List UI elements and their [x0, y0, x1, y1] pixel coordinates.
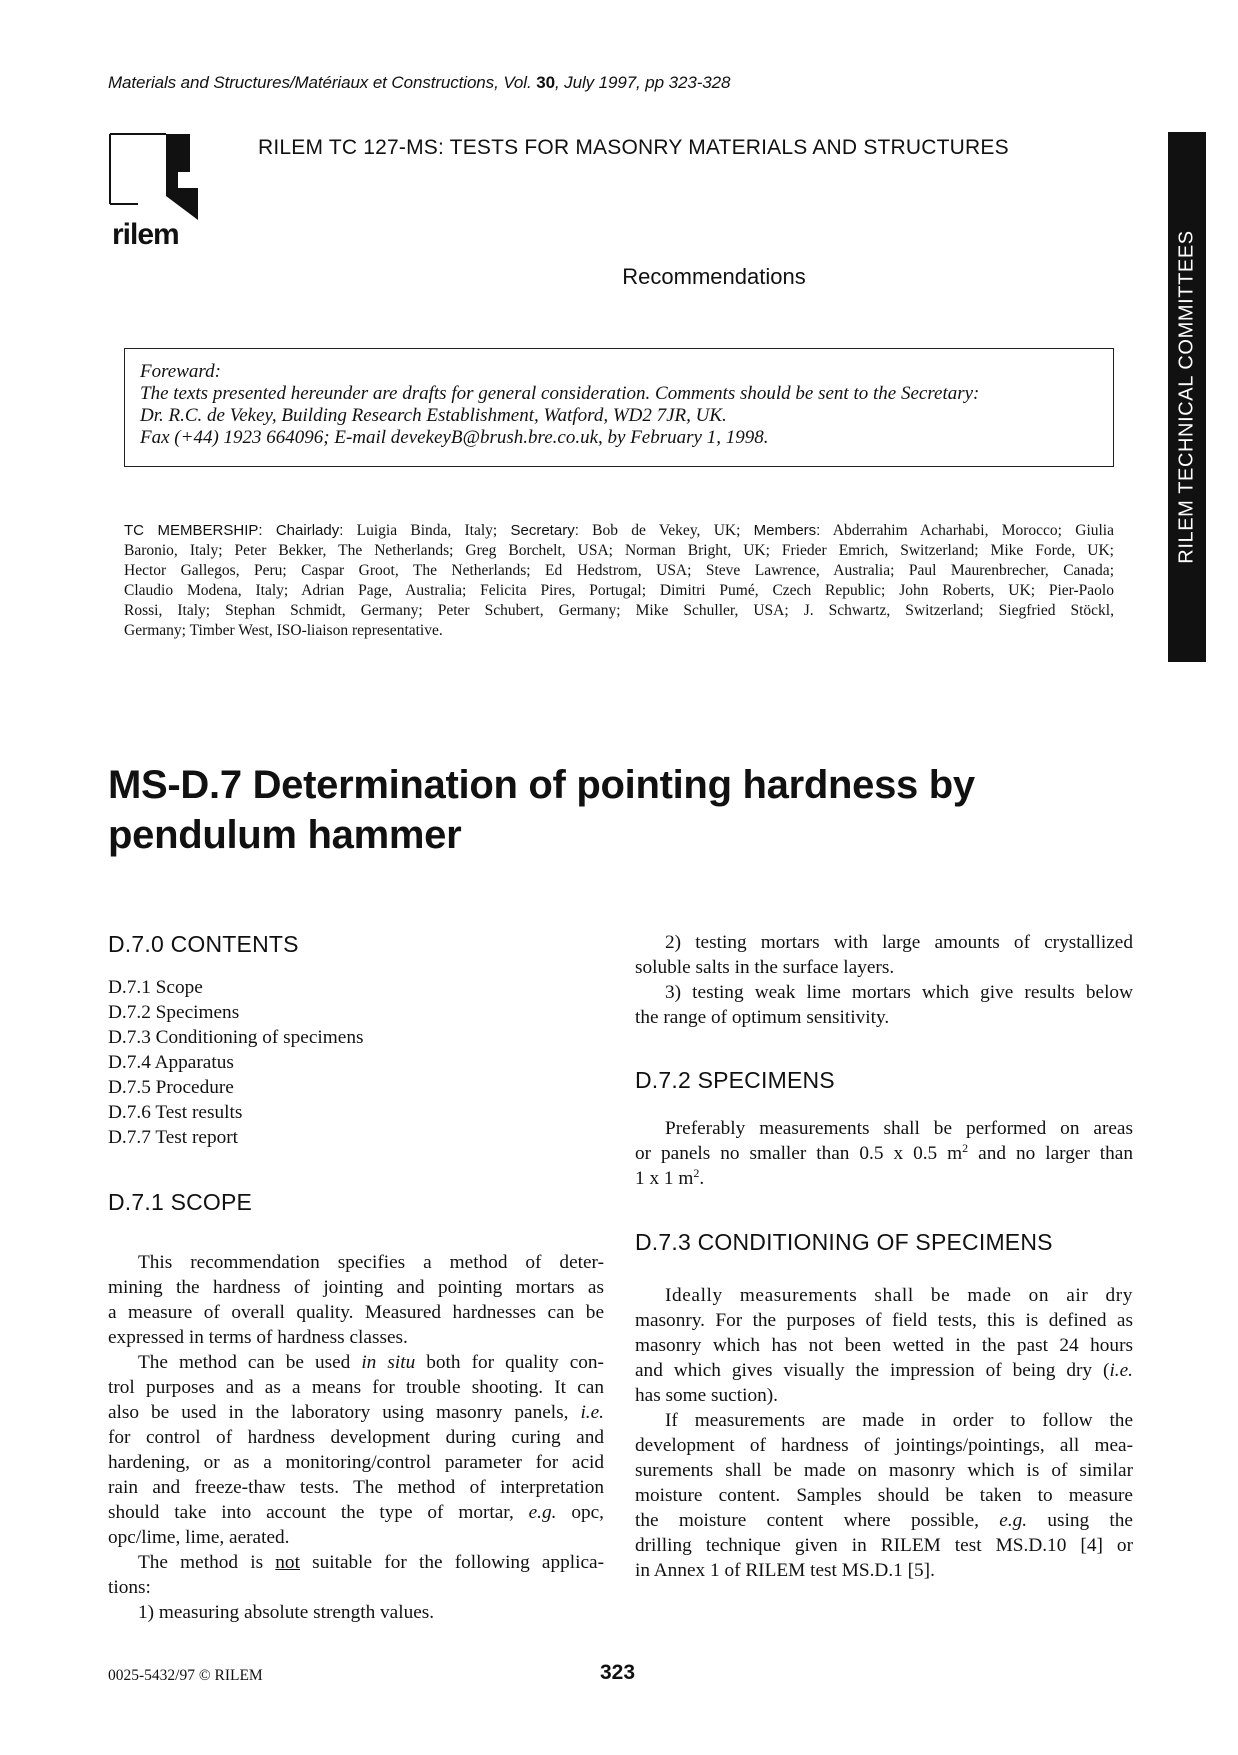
text-line: [635, 1166, 1133, 1191]
superscript: 2: [693, 1166, 700, 1180]
text-line: [635, 1141, 1133, 1166]
list-item: 3) testing weak lime mortars which give results below: [665, 982, 1133, 1003]
text-line: development of hardness of jointings/pointings, all mea-: [635, 1435, 1133, 1456]
text-italic: e.g.: [528, 1502, 557, 1523]
text-run: using the: [1027, 1510, 1133, 1531]
text-run: and which gives visually the impression of being dry (: [635, 1360, 1110, 1381]
volume-number: 30: [536, 73, 555, 92]
text-run: opc,: [556, 1502, 604, 1523]
logo-text: rilem: [112, 218, 179, 251]
foreword-box: [124, 348, 1114, 467]
specimens-heading: D.7.2 SPECIMENS: [635, 1067, 835, 1093]
text-run: 1 x 1 m: [635, 1168, 694, 1189]
foreword-line: Fax (+44) 1923 664096; E-mail devekeyB@brush.bre.co.uk, by February 1, 1998.: [140, 427, 769, 448]
side-tab-label: RILEM TECHNICAL COMMITTEES: [1175, 230, 1198, 564]
text-line: expressed in terms of hardness classes.: [108, 1327, 408, 1348]
contents-item: D.7.7 Test report: [108, 1127, 239, 1148]
contents-heading: D.7.0 CONTENTS: [108, 931, 299, 957]
text-underline: not: [275, 1552, 300, 1573]
text-italic: i.e.: [580, 1402, 604, 1423]
text-run: .: [699, 1168, 705, 1189]
contents-item: D.7.5 Procedure: [108, 1077, 234, 1098]
main-title-line: pendulum hammer: [108, 813, 462, 857]
side-tab: [1168, 132, 1206, 662]
left-column: [108, 930, 604, 1625]
text-run: The method is: [138, 1552, 276, 1573]
text-line: in Annex 1 of RILEM test MS.D.1 [5].: [635, 1560, 935, 1581]
secretary-name: Bob de Vekey, UK;: [578, 522, 754, 539]
text-line: [635, 1508, 1133, 1533]
main-title-line: MS-D.7 Determination of pointing hardness by: [108, 763, 975, 807]
chair-label: Chairlady:: [275, 522, 344, 539]
text-run: both for quality con-: [415, 1352, 604, 1373]
text-run: suitable for the following applica-: [299, 1552, 604, 1573]
membership-label: TC MEMBERSHIP:: [124, 522, 263, 539]
text-line: [108, 1500, 604, 1525]
recommendations-heading: Recommendations: [622, 264, 806, 289]
text-line: for control of hardness development during curing and: [108, 1427, 604, 1448]
text-line: [108, 1350, 604, 1375]
members-line: Rossi, Italy; Stephan Schmidt, Germany; Peter Schubert, Germany; Mike Schuller, USA; J. Schwartz, Switzerland; Siegfried Stöckl,: [124, 602, 1114, 619]
journal-citation: [108, 73, 730, 93]
text-line: mining the hardness of jointing and pointing mortars as: [108, 1277, 604, 1298]
text-line: drilling technique given in RILEM test MS.D.10 [4] or: [635, 1535, 1133, 1556]
text-line: If measurements are made in order to follow the: [665, 1410, 1133, 1431]
text-run: and no larger than: [968, 1143, 1133, 1164]
right-column: [635, 930, 1133, 1583]
list-item: 2) testing mortars with large amounts of crystallized: [665, 932, 1133, 953]
text-run: the moisture content where possible,: [635, 1510, 1000, 1531]
text-line: masonry. For the purposes of field tests, this is defined as: [635, 1310, 1133, 1331]
scope-heading: D.7.1 SCOPE: [108, 1189, 253, 1215]
text-run: or panels no smaller than 0.5 x 0.5 m: [635, 1143, 963, 1164]
text-line: hardening, or as a monitoring/control parameter for acid: [108, 1452, 604, 1473]
page-number: 323: [600, 1661, 636, 1684]
volume-prefix: , Vol.: [494, 73, 537, 92]
text-line: moisture content. Samples should be taken to measure: [635, 1485, 1133, 1506]
text-line: [108, 1550, 604, 1575]
contents-item: D.7.2 Specimens: [108, 1002, 240, 1023]
text-run: also be used in the laboratory using masonry panels,: [108, 1402, 581, 1423]
members-line: Germany; Timber West, ISO-liaison representative.: [124, 622, 443, 639]
text-line: the range of optimum sensitivity.: [635, 1007, 890, 1028]
text-italic: e.g.: [999, 1510, 1028, 1531]
committee-title: RILEM TC 127-MS: TESTS FOR MASONRY MATERIALS AND STRUCTURES: [258, 136, 1009, 159]
text-line: has some suction).: [635, 1385, 778, 1406]
secretary-label: Secretary:: [510, 522, 579, 539]
text-line: a measure of overall quality. Measured hardnesses can be: [108, 1302, 604, 1323]
members-first: Abderrahim Acharhabi, Morocco; Giulia: [820, 522, 1114, 539]
tc-membership: [124, 521, 1114, 641]
members-line: Baronio, Italy; Peter Bekker, The Netherlands; Greg Borchelt, USA; Norman Bright, UK; Frieder Emrich, Switzerland; Mike Forde, UK;: [124, 542, 1114, 559]
chair-name: Luigia Binda, Italy;: [343, 522, 511, 539]
contents-item: D.7.6 Test results: [108, 1102, 243, 1123]
members-label: Members:: [753, 522, 821, 539]
foreword-line: Dr. R.C. de Vekey, Building Research Establishment, Watford, WD2 7JR, UK.: [140, 405, 727, 426]
text-italic: i.e.: [1109, 1360, 1133, 1381]
foreword-label: Foreward:: [140, 361, 221, 382]
issue-info: , July 1997, pp 323-328: [554, 73, 731, 92]
foreword-line: The texts presented hereunder are drafts for general consideration. Comments should be sent to the Secretary:: [140, 383, 980, 404]
main-title: [108, 760, 1108, 860]
footer-code: 0025-5432/97 © RILEM: [108, 1667, 263, 1684]
text-line: [635, 1358, 1133, 1383]
members-line: Hector Gallegos, Peru; Caspar Groot, The Netherlands; Ed Hedstrom, USA; Steve Lawrence, Australia; Paul Maurenbrecher, Canada;: [124, 562, 1114, 579]
conditioning-heading: D.7.3 CONDITIONING OF SPECIMENS: [635, 1229, 1053, 1255]
text-line: [108, 1400, 604, 1425]
contents-item: D.7.3 Conditioning of specimens: [108, 1027, 364, 1048]
contents-list: [108, 975, 604, 1150]
members-line: Claudio Modena, Italy; Adrian Page, Australia; Felicita Pires, Portugal; Dimitri Pumé, Czech Republic; John Roberts, UK; Pier-Paolo: [124, 582, 1114, 599]
text-line: soluble salts in the surface layers.: [635, 957, 895, 978]
scope-paragraph: [108, 1250, 604, 1625]
text-line: opc/lime, lime, aerated.: [108, 1527, 290, 1548]
contents-item: D.7.1 Scope: [108, 977, 203, 998]
superscript: 2: [962, 1141, 969, 1155]
text-line: masonry which has not been wetted in the past 24 hours: [635, 1335, 1133, 1356]
text-line: surements shall be made on masonry which is of similar: [635, 1460, 1133, 1481]
text-italic: in situ: [361, 1352, 416, 1373]
contents-item: D.7.4 Apparatus: [108, 1052, 234, 1073]
list-item: 1) measuring absolute strength values.: [138, 1602, 435, 1623]
rilem-logo: [108, 132, 218, 254]
text-line: Preferably measurements shall be performed on areas: [665, 1118, 1133, 1139]
journal-name: Materials and Structures/Matériaux et Constructions: [108, 73, 495, 92]
text-run: should take into account the type of mortar,: [108, 1502, 529, 1523]
text-line: Ideally measurements shall be made on air dry: [665, 1285, 1133, 1306]
text-line: trol purposes and as a means for trouble shooting. It can: [108, 1377, 604, 1398]
text-line: rain and freeze-thaw tests. The method of interpretation: [108, 1477, 604, 1498]
text-line: tions:: [108, 1577, 151, 1598]
text-line: This recommendation specifies a method of deter-: [138, 1252, 604, 1273]
text-run: The method can be used: [138, 1352, 362, 1373]
